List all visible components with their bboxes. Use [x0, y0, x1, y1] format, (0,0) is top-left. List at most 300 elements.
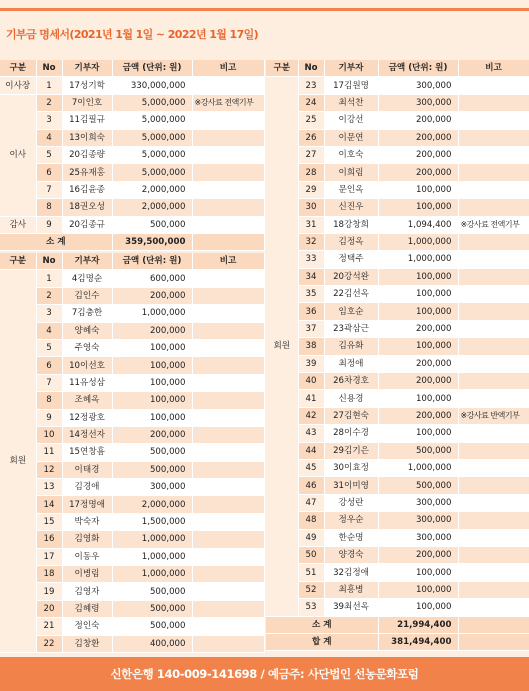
table-row — [266, 146, 529, 163]
note-cell — [192, 600, 264, 617]
row-number: 31 — [298, 216, 324, 233]
row-number: 28 — [298, 164, 324, 181]
donor-name: 31이미영 — [324, 477, 378, 494]
note-cell: ※강사료 전액기부 — [458, 216, 529, 233]
note-cell — [192, 322, 264, 339]
row-number: 45 — [298, 459, 324, 476]
header-amount: 금액 (단위: 원) — [378, 60, 458, 77]
donation-amount: 200,000 — [378, 164, 458, 181]
row-number: 17 — [36, 548, 62, 565]
table-row — [266, 407, 529, 424]
donor-name: 23곽삼근 — [324, 320, 378, 337]
bank-account-footer: 신한은행 140-009-141698 / 예금주: 사단법인 선농문화포럼 — [0, 657, 529, 691]
donor-name: 17김원명 — [324, 77, 378, 94]
donation-amount: 200,000 — [378, 546, 458, 563]
donation-amount: 200,000 — [378, 355, 458, 372]
donor-name: 김정옥 — [324, 233, 378, 250]
donation-amount: 200,000 — [378, 320, 458, 337]
row-number: 16 — [36, 531, 62, 548]
donation-amount: 100,000 — [378, 425, 458, 442]
table-row — [266, 477, 529, 494]
donation-amount: 1,000,000 — [378, 251, 458, 268]
header-donor: 기부자 — [62, 60, 112, 77]
donor-name: 이강선 — [324, 112, 378, 129]
group-cell: 이사장 — [0, 77, 36, 94]
note-cell — [458, 164, 529, 181]
donor-name: 32김정애 — [324, 564, 378, 581]
table-row — [266, 512, 529, 529]
row-number: 41 — [298, 390, 324, 407]
table-row — [0, 216, 264, 233]
donation-amount: 1,000,000 — [112, 531, 192, 548]
donor-name: 김경애 — [62, 479, 112, 496]
donor-name: 20강석완 — [324, 268, 378, 285]
row-number: 2 — [36, 287, 62, 304]
row-number: 44 — [298, 442, 324, 459]
row-number: 27 — [298, 146, 324, 163]
note-cell — [458, 181, 529, 198]
table-row — [0, 164, 264, 181]
row-number: 11 — [36, 444, 62, 461]
donor-name: 이동우 — [62, 548, 112, 565]
donor-name: 김유화 — [324, 338, 378, 355]
donor-name: 29김기은 — [324, 442, 378, 459]
header-donor: 기부자 — [62, 253, 112, 270]
donor-name: 김창환 — [62, 635, 112, 652]
donor-name: 신용경 — [324, 390, 378, 407]
row-number: 47 — [298, 494, 324, 511]
table-row — [266, 286, 529, 303]
table-row — [266, 233, 529, 250]
donation-amount: 500,000 — [378, 442, 458, 459]
row-number: 37 — [298, 320, 324, 337]
donor-name: 박숙자 — [62, 513, 112, 530]
header-note: 비고 — [192, 253, 264, 270]
table-row — [266, 164, 529, 181]
row-number: 18 — [36, 566, 62, 583]
row-number: 4 — [36, 129, 62, 146]
donation-amount: 1,000,000 — [378, 233, 458, 250]
note-cell — [458, 564, 529, 581]
donor-name: 이태경 — [62, 461, 112, 478]
board-donation-table — [0, 60, 265, 251]
note-cell — [458, 442, 529, 459]
board-header-row — [0, 60, 264, 77]
table-row — [0, 357, 264, 374]
grand-total-row — [266, 633, 529, 650]
row-number: 34 — [298, 268, 324, 285]
donor-name: 18권오성 — [62, 199, 112, 216]
note-cell — [458, 390, 529, 407]
donation-amount: 500,000 — [112, 600, 192, 617]
header-no: No — [36, 253, 62, 270]
subtotal-note — [192, 233, 264, 250]
top-rule — [0, 0, 529, 11]
subtotal-label: 소 계 — [0, 233, 112, 250]
table-row — [266, 181, 529, 198]
donation-amount: 600,000 — [112, 270, 192, 287]
row-number: 36 — [298, 303, 324, 320]
donation-amount: 100,000 — [112, 339, 192, 356]
donation-amount: 5,000,000 — [112, 94, 192, 111]
donor-name: 강성란 — [324, 494, 378, 511]
note-cell — [458, 303, 529, 320]
donation-amount: 200,000 — [378, 112, 458, 129]
row-number: 49 — [298, 529, 324, 546]
row-number: 14 — [36, 496, 62, 513]
donation-amount: 100,000 — [378, 181, 458, 198]
row-number: 39 — [298, 355, 324, 372]
donor-name: 양경숙 — [324, 546, 378, 563]
row-number: 33 — [298, 251, 324, 268]
donation-amount: 100,000 — [378, 286, 458, 303]
donor-name: 한순명 — [324, 529, 378, 546]
donation-amount: 100,000 — [378, 199, 458, 216]
donor-name: 25유재홍 — [62, 164, 112, 181]
donation-amount: 200,000 — [378, 146, 458, 163]
donor-name: 문인옥 — [324, 181, 378, 198]
header-note: 비고 — [458, 60, 529, 77]
table-row — [0, 566, 264, 583]
table-row — [0, 426, 264, 443]
row-number: 40 — [298, 373, 324, 390]
row-number: 42 — [298, 407, 324, 424]
header-amount: 금액 (단위: 원) — [112, 60, 192, 77]
note-cell — [458, 233, 529, 250]
table-row — [266, 112, 529, 129]
table-row — [0, 146, 264, 163]
note-cell — [192, 496, 264, 513]
group-cell: 이사 — [0, 94, 36, 216]
donation-amount: 500,000 — [112, 444, 192, 461]
note-cell — [192, 479, 264, 496]
note-cell — [192, 339, 264, 356]
table-row — [266, 199, 529, 216]
donation-amount: 200,000 — [378, 373, 458, 390]
note-cell — [458, 459, 529, 476]
table-row — [0, 129, 264, 146]
table-row — [0, 112, 264, 129]
donation-amount: 5,000,000 — [112, 129, 192, 146]
donor-name: 39최선옥 — [324, 599, 378, 616]
total-amount: 381,494,400 — [378, 633, 458, 650]
table-row — [266, 546, 529, 563]
donation-amount: 200,000 — [112, 322, 192, 339]
note-cell — [192, 548, 264, 565]
table-row — [266, 425, 529, 442]
table-row — [0, 287, 264, 304]
donation-amount: 300,000 — [378, 529, 458, 546]
note-cell — [192, 566, 264, 583]
row-number: 5 — [36, 339, 62, 356]
donation-amount: 100,000 — [378, 390, 458, 407]
note-cell: ※강사료 반액기부 — [458, 407, 529, 424]
donation-amount: 330,000,000 — [112, 77, 192, 94]
table-row — [266, 564, 529, 581]
donor-name: 정인숙 — [62, 618, 112, 635]
donation-amount: 1,000,000 — [112, 305, 192, 322]
row-number: 12 — [36, 461, 62, 478]
row-number: 48 — [298, 512, 324, 529]
donor-name: 17성기학 — [62, 77, 112, 94]
donation-amount: 100,000 — [378, 303, 458, 320]
row-number: 15 — [36, 513, 62, 530]
table-row — [266, 268, 529, 285]
donor-name: 13이희숙 — [62, 129, 112, 146]
donation-amount: 500,000 — [112, 461, 192, 478]
donor-name: 이희림 — [324, 164, 378, 181]
note-cell — [458, 199, 529, 216]
note-cell — [458, 581, 529, 598]
row-number: 8 — [36, 199, 62, 216]
donor-name: 4김명순 — [62, 270, 112, 287]
donation-amount: 300,000 — [378, 494, 458, 511]
table-row — [0, 77, 264, 94]
note-cell — [458, 268, 529, 285]
row-number: 5 — [36, 146, 62, 163]
row-number: 26 — [298, 129, 324, 146]
row-number: 3 — [36, 305, 62, 322]
header-group: 구분 — [0, 253, 36, 270]
donation-amount: 200,000 — [378, 129, 458, 146]
donation-amount: 5,000,000 — [112, 146, 192, 163]
donor-name: 조혜옥 — [62, 392, 112, 409]
note-cell — [192, 531, 264, 548]
donation-amount: 1,000,000 — [112, 566, 192, 583]
donation-amount: 1,500,000 — [112, 513, 192, 530]
note-cell — [192, 287, 264, 304]
donor-name: 15연창흠 — [62, 444, 112, 461]
note-cell — [458, 529, 529, 546]
note-cell — [192, 77, 264, 94]
header-no: No — [298, 60, 324, 77]
donor-name: 신진우 — [324, 199, 378, 216]
donor-name: 12정광호 — [62, 409, 112, 426]
donor-name: 이호숙 — [324, 146, 378, 163]
donor-name: 10이선호 — [62, 357, 112, 374]
note-cell — [192, 270, 264, 287]
table-row — [266, 373, 529, 390]
donor-name: 26차경호 — [324, 373, 378, 390]
row-number: 7 — [36, 374, 62, 391]
donation-amount: 5,000,000 — [112, 164, 192, 181]
note-cell — [458, 477, 529, 494]
total-amount: 21,994,400 — [378, 616, 458, 633]
note-cell — [192, 635, 264, 652]
table-row — [266, 442, 529, 459]
row-number: 21 — [36, 618, 62, 635]
donation-amount: 500,000 — [112, 618, 192, 635]
group-cell: 회원 — [266, 77, 298, 616]
table-row — [0, 270, 264, 287]
table-row — [0, 479, 264, 496]
table-row — [0, 635, 264, 652]
donor-name: 김인수 — [62, 287, 112, 304]
table-row — [266, 599, 529, 616]
table-row — [0, 305, 264, 322]
donation-amount: 100,000 — [112, 392, 192, 409]
member-header-row — [0, 253, 264, 270]
note-cell — [458, 494, 529, 511]
donor-name: 김혜령 — [62, 600, 112, 617]
donor-name: 이병림 — [62, 566, 112, 583]
table-row — [266, 529, 529, 546]
header-group: 구분 — [0, 60, 36, 77]
donor-name: 17정명애 — [62, 496, 112, 513]
note-cell — [192, 112, 264, 129]
table-row — [0, 374, 264, 391]
donor-name: 27김현숙 — [324, 407, 378, 424]
note-cell — [458, 112, 529, 129]
row-number: 53 — [298, 599, 324, 616]
row-number: 9 — [36, 216, 62, 233]
member-right-header-row — [266, 60, 529, 77]
donor-name: 18강창희 — [324, 216, 378, 233]
donation-amount: 100,000 — [378, 564, 458, 581]
note-cell — [192, 444, 264, 461]
note-cell: ※강사료 전액기부 — [192, 94, 264, 111]
table-row — [266, 338, 529, 355]
note-cell — [192, 129, 264, 146]
donation-amount: 500,000 — [112, 216, 192, 233]
table-row — [266, 94, 529, 111]
member-donation-table-left — [0, 253, 265, 653]
note-cell — [458, 338, 529, 355]
row-number: 30 — [298, 199, 324, 216]
donation-amount: 100,000 — [378, 581, 458, 598]
note-cell — [192, 392, 264, 409]
donor-name: 20김종량 — [62, 146, 112, 163]
row-number: 13 — [36, 479, 62, 496]
donation-amount: 1,000,000 — [378, 459, 458, 476]
table-row — [0, 94, 264, 111]
row-number: 32 — [298, 233, 324, 250]
table-row — [0, 461, 264, 478]
note-cell — [458, 355, 529, 372]
donor-name: 16김윤종 — [62, 181, 112, 198]
table-row — [0, 548, 264, 565]
note-cell — [458, 599, 529, 616]
table-row — [0, 531, 264, 548]
note-cell — [458, 373, 529, 390]
header-donor: 기부자 — [324, 60, 378, 77]
table-row — [0, 339, 264, 356]
note-cell — [458, 512, 529, 529]
note-cell — [458, 94, 529, 111]
donation-amount: 100,000 — [112, 374, 192, 391]
table-row — [266, 129, 529, 146]
row-number: 3 — [36, 112, 62, 129]
row-number: 43 — [298, 425, 324, 442]
row-number: 51 — [298, 564, 324, 581]
donation-amount: 100,000 — [112, 357, 192, 374]
row-number: 20 — [36, 600, 62, 617]
note-cell — [458, 286, 529, 303]
donation-amount: 300,000 — [112, 479, 192, 496]
note-cell — [192, 618, 264, 635]
group-cell: 회원 — [0, 270, 36, 653]
donor-name: 7김충한 — [62, 305, 112, 322]
note-cell — [192, 461, 264, 478]
donation-amount: 1,094,400 — [378, 216, 458, 233]
table-row — [266, 581, 529, 598]
row-number: 9 — [36, 409, 62, 426]
header-note: 비고 — [192, 60, 264, 77]
table-row — [266, 320, 529, 337]
note-cell — [192, 513, 264, 530]
table-row — [266, 355, 529, 372]
donation-amount: 1,000,000 — [112, 548, 192, 565]
row-number: 35 — [298, 286, 324, 303]
donor-name: 최석찬 — [324, 94, 378, 111]
row-number: 6 — [36, 357, 62, 374]
table-row — [0, 496, 264, 513]
note-cell — [458, 77, 529, 94]
table-row — [0, 322, 264, 339]
note-cell — [192, 199, 264, 216]
row-number: 52 — [298, 581, 324, 598]
donation-amount: 200,000 — [378, 407, 458, 424]
donor-name: 주영숙 — [62, 339, 112, 356]
table-row — [0, 199, 264, 216]
donation-amount: 2,000,000 — [112, 496, 192, 513]
total-label: 합 계 — [266, 633, 378, 650]
donation-amount: 300,000 — [378, 94, 458, 111]
table-row — [0, 583, 264, 600]
donor-name: 22김선옥 — [324, 286, 378, 303]
donor-name: 28이수경 — [324, 425, 378, 442]
header-group: 구분 — [266, 60, 298, 77]
row-number: 46 — [298, 477, 324, 494]
header-amount: 금액 (단위: 원) — [112, 253, 192, 270]
subtotal-amount: 359,500,000 — [112, 233, 192, 250]
table-row — [266, 216, 529, 233]
row-number: 1 — [36, 77, 62, 94]
donation-amount: 200,000 — [112, 426, 192, 443]
note-cell — [192, 146, 264, 163]
donation-amount: 2,000,000 — [112, 181, 192, 198]
row-number: 6 — [36, 164, 62, 181]
table-row — [0, 392, 264, 409]
row-number: 29 — [298, 181, 324, 198]
donor-name: 김영화 — [62, 531, 112, 548]
table-row — [0, 513, 264, 530]
member-subtotal-row — [266, 616, 529, 633]
note-cell — [192, 583, 264, 600]
row-number: 25 — [298, 112, 324, 129]
table-row — [0, 444, 264, 461]
table-row — [266, 390, 529, 407]
row-number: 24 — [298, 94, 324, 111]
total-label: 소 계 — [266, 616, 378, 633]
header-no: No — [36, 60, 62, 77]
row-number: 23 — [298, 77, 324, 94]
note-cell — [458, 146, 529, 163]
note-cell — [192, 357, 264, 374]
table-row — [266, 251, 529, 268]
total-note — [458, 616, 529, 633]
table-row — [0, 181, 264, 198]
row-number: 7 — [36, 181, 62, 198]
donation-amount: 100,000 — [112, 409, 192, 426]
table-row — [266, 459, 529, 476]
note-cell — [458, 251, 529, 268]
table-row — [0, 600, 264, 617]
donor-name: 20김종규 — [62, 216, 112, 233]
note-cell — [192, 426, 264, 443]
note-cell — [458, 320, 529, 337]
note-cell — [192, 181, 264, 198]
